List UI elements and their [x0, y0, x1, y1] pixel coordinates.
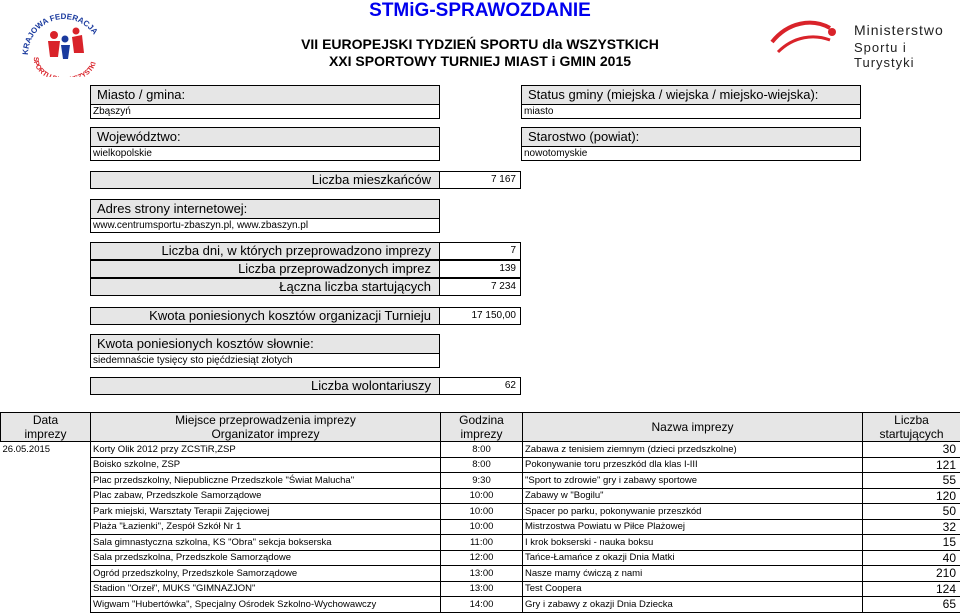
- cell-date: [1, 504, 91, 520]
- header-date-line1: Data: [32, 413, 59, 427]
- city-field: [90, 85, 440, 119]
- cell-place: Sala przedszkolna, Przedszkole Samorządowe: [91, 550, 441, 566]
- cell-name: I krok bokserski - nauka boksu: [523, 535, 863, 551]
- events-count-label: Liczba przeprowadzonych imprez: [90, 260, 440, 278]
- table-row: [1, 597, 960, 613]
- svg-text:KRAJOWA FEDERACJA: KRAJOWA FEDERACJA: [20, 11, 100, 56]
- cell-name: Pokonywanie toru przeszkód dla klas I-III: [523, 457, 863, 473]
- table-row: [1, 581, 960, 597]
- costs-words-value: siedemnaście tysięcy sto pięćdziesiąt złotych: [93, 355, 293, 366]
- website-label: Adres strony internetowej:: [91, 200, 439, 219]
- cell-count: 15: [863, 535, 960, 551]
- header-time-line1: Godzina: [459, 413, 504, 427]
- cell-place: Boisko szkolne, ZSP: [91, 457, 441, 473]
- header-time-line2: imprezy: [460, 427, 503, 441]
- table-row: [1, 504, 960, 520]
- cell-date: 26.05.2015: [1, 442, 91, 458]
- cell-place: Wigwam "Hubertówka", Specjalny Ośrodek Szkolno-Wychowawczy: [91, 597, 441, 613]
- cell-time: 14:00: [441, 597, 523, 613]
- participants-label: Łączna liczba startujących: [90, 278, 440, 296]
- status-field: [521, 85, 861, 119]
- volunteers-value: 62: [439, 377, 521, 395]
- cell-date: [1, 519, 91, 535]
- cell-date: [1, 550, 91, 566]
- table-row: [1, 442, 960, 458]
- cell-place: Plac przedszkolny, Niepubliczne Przedszkole "Świat Malucha": [91, 473, 441, 489]
- events-count-value: 139: [439, 260, 521, 278]
- cell-time: 10:00: [441, 504, 523, 520]
- cell-count: 40: [863, 550, 960, 566]
- cell-date: [1, 457, 91, 473]
- county-field: [521, 127, 861, 161]
- table-row: [1, 566, 960, 582]
- header-place-line2: Organizator imprezy: [211, 427, 320, 441]
- cell-place: Korty Olik 2012 przy ZCSTiR,ZSP: [91, 442, 441, 458]
- cell-place: Ogród przedszkolny, Przedszkole Samorządowe: [91, 566, 441, 582]
- cell-date: [1, 566, 91, 582]
- cell-name: Spacer po parku, pokonywanie przeszkód: [523, 504, 863, 520]
- cell-time: 8:00: [441, 442, 523, 458]
- header-date: [1, 413, 91, 442]
- cell-count: 65: [863, 597, 960, 613]
- cell-date: [1, 488, 91, 504]
- status-label: Status gminy (miejska / wiejska / miejsko-wiejska):: [522, 86, 860, 105]
- ministry-logo: [770, 14, 950, 70]
- cell-place: Stadion "Orzeł", MUKS "GIMNAZJON": [91, 581, 441, 597]
- cell-date: [1, 597, 91, 613]
- status-value: miasto: [524, 106, 554, 117]
- cell-count: 55: [863, 473, 960, 489]
- cell-time: 9:30: [441, 473, 523, 489]
- cell-name: Mistrzostwa Powiatu w Piłce Plażowej: [523, 519, 863, 535]
- cell-time: 10:00: [441, 519, 523, 535]
- website-field: [90, 199, 440, 233]
- population-value: 7 167: [439, 171, 521, 189]
- table-row: [1, 550, 960, 566]
- ministry-name-line1: Ministerstwo: [854, 22, 944, 38]
- cell-name: Gry i zabawy z okazji Dnia Dziecka: [523, 597, 863, 613]
- cell-time: 10:00: [441, 488, 523, 504]
- voivodeship-value: wielkopolskie: [93, 148, 152, 159]
- cell-count: 50: [863, 504, 960, 520]
- cell-time: 13:00: [441, 566, 523, 582]
- cell-date: [1, 581, 91, 597]
- city-value: Zbąszyń: [93, 106, 131, 117]
- header-name: Nazwa imprezy: [523, 413, 863, 442]
- header-count: [863, 413, 960, 442]
- header-place-line1: Miejsce przeprowadzenia imprezy: [175, 413, 356, 427]
- city-label: Miasto / gmina:: [91, 86, 439, 105]
- cell-name: Test Coopera: [523, 581, 863, 597]
- cell-time: 12:00: [441, 550, 523, 566]
- voivodeship-label: Województwo:: [91, 128, 439, 147]
- costs-value: 17 150,00: [439, 307, 521, 325]
- table-row: [1, 473, 960, 489]
- cell-count: 121: [863, 457, 960, 473]
- header-time: [441, 413, 523, 442]
- cell-count: 120: [863, 488, 960, 504]
- website-value: www.centrumsportu-zbaszyn.pl, www.zbaszyn.pl: [93, 220, 309, 231]
- cell-name: Nasze mamy ćwiczą z nami: [523, 566, 863, 582]
- cell-count: 210: [863, 566, 960, 582]
- county-value: nowotomyskie: [524, 148, 588, 159]
- cell-name: "Sport to zdrowie" gry i zabawy sportowe: [523, 473, 863, 489]
- header-count-line2: startujących: [879, 427, 944, 441]
- cell-count: 30: [863, 442, 960, 458]
- cell-name: Zabawa z tenisiem ziemnym (dzieci przedszkolne): [523, 442, 863, 458]
- cell-time: 13:00: [441, 581, 523, 597]
- costs-words-label: Kwota poniesionych kosztów słownie:: [91, 335, 439, 354]
- costs-label: Kwota poniesionych kosztów organizacji Turnieju: [90, 307, 440, 325]
- participants-value: 7 234: [439, 278, 521, 296]
- ministry-name-line2: Sportu i Turystyki: [854, 40, 915, 70]
- header-place: [91, 413, 441, 442]
- cell-place: Plaża "Łazienki", Zespół Szkół Nr 1: [91, 519, 441, 535]
- header-date-line2: imprezy: [24, 427, 67, 441]
- days-label: Liczba dni, w których przeprowadzono imprezy: [90, 242, 440, 260]
- costs-words-field: [90, 334, 440, 368]
- cell-date: [1, 473, 91, 489]
- report-title: STMiG-SPRAWOZDANIE: [369, 0, 591, 21]
- table-row: [1, 457, 960, 473]
- cell-count: 32: [863, 519, 960, 535]
- cell-time: 8:00: [441, 457, 523, 473]
- cell-time: 11:00: [441, 535, 523, 551]
- cell-name: Tańce-Łamańce z okazji Dnia Matki: [523, 550, 863, 566]
- cell-date: [1, 535, 91, 551]
- county-label: Starostwo (powiat):: [522, 128, 860, 147]
- cell-place: Sala gimnastyczna szkolna, KS "Obra" sekcja bokserska: [91, 535, 441, 551]
- days-value: 7: [439, 242, 521, 260]
- table-row: [1, 519, 960, 535]
- volunteers-label: Liczba wolontariuszy: [90, 377, 440, 395]
- table-row: [1, 535, 960, 551]
- header-count-line1: Liczba: [894, 413, 929, 427]
- table-header-row: [1, 413, 960, 442]
- cell-count: 124: [863, 581, 960, 597]
- table-row: [1, 488, 960, 504]
- tournament-name: XXI SPORTOWY TURNIEJ MIAST i GMIN 2015: [328, 53, 632, 69]
- cell-place: Plac zabaw, Przedszkole Samorządowe: [91, 488, 441, 504]
- events-table: [0, 412, 960, 613]
- population-label: Liczba mieszkańców: [90, 171, 440, 189]
- voivodeship-field: [90, 127, 440, 161]
- svg-text:SPORTU DLA WSZYSTKICH: SPORTU YSTKI: [31, 56, 98, 77]
- event-name: VII EUROPEJSKI TYDZIEŃ SPORTU dla WSZYSTKICH: [301, 36, 659, 52]
- cell-name: Zabawy w "Bogilu": [523, 488, 863, 504]
- cell-place: Park miejski, Warsztaty Terapii Zajęciowej: [91, 504, 441, 520]
